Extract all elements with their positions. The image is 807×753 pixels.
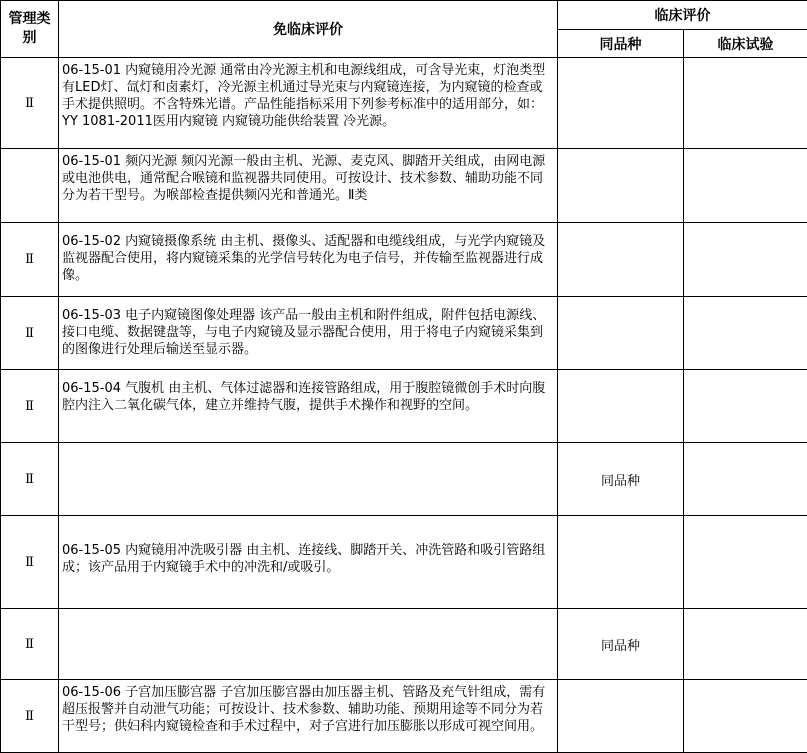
row-category: Ⅱ: [1, 58, 59, 149]
row-description: [59, 370, 558, 443]
header-same-variety: 同品种: [558, 30, 684, 58]
table-row: [1, 223, 807, 297]
row-description-text: 06-15-03 电子内窥镜图像处理器 该产品一般由主机和附件组成，附件包括电源线、接口电缆、数据键盘等，与电子内窥镜及显示器配合使用，用于将电子内窥镜采集到的图像进行处理后输送至显示器。: [62, 301, 555, 369]
row-description-text: 06-15-04 气腹机 由主机、气体过滤器和连接管路组成，用于腹腔镜微创手术时向腹腔内注入二氧化碳气体，建立并维持气腹，提供手术操作和视野的空间。: [62, 374, 555, 442]
table-row: [1, 370, 807, 443]
row-clinical-trial: [684, 297, 807, 370]
row-description-text: 06-15-01 内窥镜用冷光源 通常由冷光源主机和电源线组成，可含导光束，灯泡类型有LED灯、氙灯和卤素灯，冷光源主机通过导光束与内窥镜连接，为内窥镜的检查或手术提供照明。不含特殊光谱。产品性能指标采用下列参考标准中的适用部分，如：YY 1081-2011医用内窥镜 内窥镜功能供给装置 冷光源。: [62, 62, 555, 148]
row-description: [59, 516, 558, 609]
row-clinical-trial: [684, 609, 807, 680]
row-clinical-trial: [684, 149, 807, 223]
row-description: [59, 680, 558, 753]
row-clinical-trial: [684, 516, 807, 609]
row-same-variety: [558, 516, 684, 609]
row-clinical-trial: [684, 680, 807, 753]
row-clinical-trial: [684, 223, 807, 297]
row-same-variety: 同品种: [558, 443, 684, 516]
table-row: [1, 680, 807, 753]
table-row: [1, 58, 807, 149]
row-same-variety: 同品种: [558, 609, 684, 680]
table-row: [1, 516, 807, 609]
row-description: [59, 297, 558, 370]
row-category: Ⅱ: [1, 609, 59, 680]
row-category: Ⅱ: [1, 297, 59, 370]
row-clinical-trial: [684, 443, 807, 516]
header-clinical-trial: 临床试验: [684, 30, 807, 58]
row-category: Ⅱ: [1, 516, 59, 609]
row-category: Ⅱ: [1, 443, 59, 516]
row-description-text: 06-15-01 频闪光源 频闪光源一般由主机、光源、麦克风、脚踏开关组成，由网电源或电池供电，通常配合喉镜和监视器共同使用。可按设计、技术参数、辅助功能不同分为若干型号。为喉部检查提供频闪光和普通光。Ⅱ类: [62, 153, 555, 222]
row-description-text: 06-15-02 内窥镜摄像系统 由主机、摄像头、适配器和电缆线组成，与光学内窥镜及监视器配合使用，将内窥镜采集的光学信号转化为电子信号，并传输至监视器进行成像。: [62, 227, 555, 295]
row-description-text: 06-15-05 内窥镜用冲洗吸引器 由主机、连接线、脚踏开关、冲洗管路和吸引管路组成；该产品用于内窥镜手术中的冲洗和/或吸引。: [62, 542, 555, 582]
row-category: Ⅱ: [1, 223, 59, 297]
row-category: Ⅱ: [1, 370, 59, 443]
row-category: [1, 149, 59, 223]
table-row: [1, 609, 807, 680]
header-category: 管理类别: [1, 1, 59, 58]
row-same-variety: [558, 58, 684, 149]
row-description: [59, 149, 558, 223]
table-row: [1, 297, 807, 370]
row-description: [59, 609, 558, 680]
row-same-variety: [558, 370, 684, 443]
table-row: [1, 149, 807, 223]
row-same-variety: [558, 223, 684, 297]
table-row: [1, 443, 807, 516]
row-category: Ⅱ: [1, 680, 59, 753]
header-exempt: 免临床评价: [59, 1, 558, 58]
row-description: [59, 223, 558, 297]
row-description: [59, 443, 558, 516]
row-description: [59, 58, 558, 149]
row-same-variety: [558, 149, 684, 223]
header-clinical: 临床评价: [558, 1, 807, 30]
row-clinical-trial: [684, 370, 807, 443]
row-clinical-trial: [684, 58, 807, 149]
row-description-text: 06-15-06 子宫加压膨宫器 子宫加压膨宫器由加压器主机、管路及充气针组成，需有超压报警并自动泄气功能；可按设计、技术参数、辅助功能、预期用途等不同分为若干型号；供妇科内窥镜检查和手术过程中，对子宫进行加压膨胀以形成可视空间用。: [62, 684, 555, 752]
row-same-variety: [558, 297, 684, 370]
row-same-variety: [558, 680, 684, 753]
